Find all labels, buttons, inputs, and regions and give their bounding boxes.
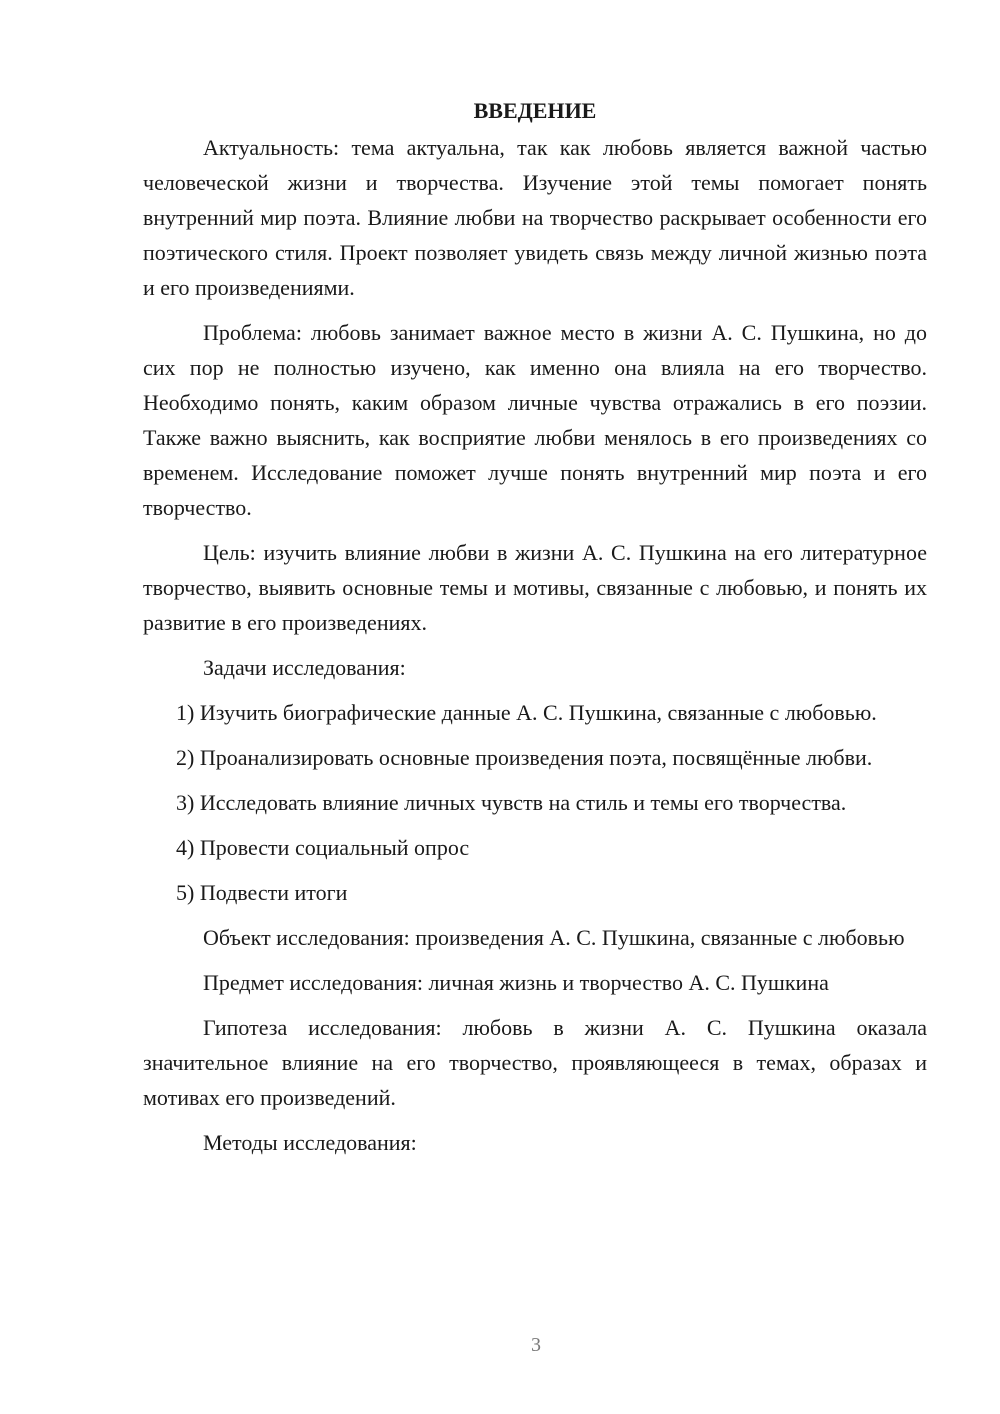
tasks-heading: Задачи исследования: [203,655,406,680]
goal-paragraph: Цель: изучить влияние любви в жизни А. С. Пушкина на его литературное творчество, выявить основные темы и мотивы, связанные с любовью, и понять их развитие в его произведениях. [143,540,927,635]
document-page [143,96,927,1170]
task-item-1: 1) Изучить биографические данные А. С. Пушкина, связанные с любовью. [176,700,877,725]
page-title: ВВЕДЕНИЕ [473,98,597,123]
page-number: 3 [531,1334,541,1356]
methods-heading: Методы исследования: [203,1130,417,1155]
problem-paragraph: Проблема: любовь занимает важное место в жизни А. С. Пушкина, но до сих пор не полностью изучено, как именно она влияла на его творчество. Необходимо понять, каким образом личные чувства отражались в его поэзии. Также важно выяснить, как восприятие любви менялось в его произведениях со временем. Исследование поможет лучше понять внутренний мир поэта и его творчество. [143,320,927,520]
task-item-4: 4) Провести социальный опрос [176,835,470,860]
hypothesis-paragraph: Гипотеза исследования: любовь в жизни А. С. Пушкина оказала значительное влияние на его творчество, проявляющееся в темах, образах и мотивах его произведений. [143,1015,927,1110]
subject-paragraph: Предмет исследования: личная жизнь и творчество А. С. Пушкина [203,970,829,995]
task-item-3: 3) Исследовать влияние личных чувств на стиль и темы его творчества. [176,790,847,815]
relevance-paragraph: Актуальность: тема актуальна, так как любовь является важной частью человеческой жизни и творчества. Изучение этой темы помогает понять внутренний мир поэта. Влияние любви на творчество раскрывает особенности его поэтического стиля. Проект позволяет увидеть связь между личной жизнью поэта и его произведениями. [143,135,927,300]
task-item-5: 5) Подвести итоги [176,880,348,905]
task-item-2: 2) Проанализировать основные произведения поэта, посвящённые любви. [176,745,873,770]
object-paragraph: Объект исследования: произведения А. С. Пушкина, связанные с любовью [203,925,905,950]
